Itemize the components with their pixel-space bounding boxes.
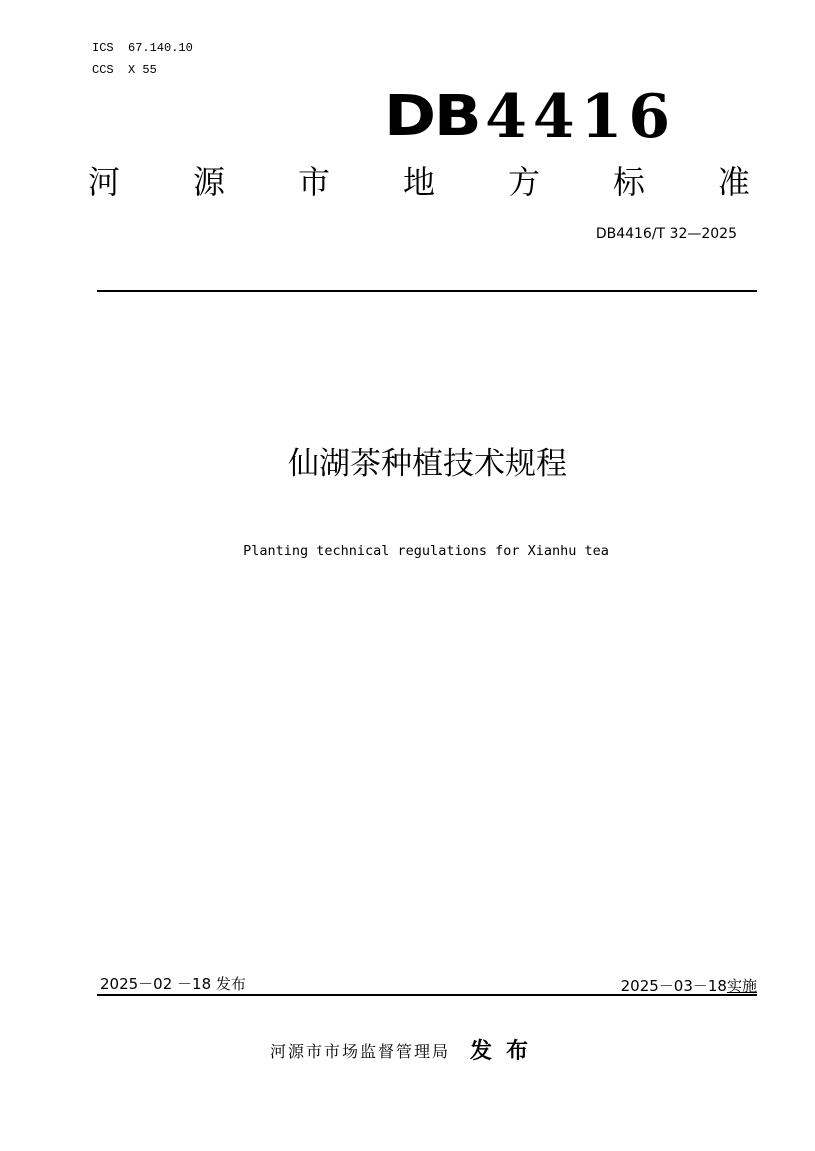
publish-word: 发布 — [470, 1039, 543, 1064]
implementation-word: 实施 — [726, 977, 757, 995]
issue-date: 2025－02 －18 发布 — [100, 975, 246, 993]
standard-type — [88, 160, 750, 204]
db-logo — [384, 82, 714, 152]
implementation-date-value: 2025－03－18 — [620, 977, 727, 995]
standard-type-char: 源 — [192, 163, 225, 201]
publisher-line — [270, 1038, 542, 1066]
standard-type-char: 市 — [297, 163, 330, 201]
top-divider — [97, 290, 757, 292]
standard-number: DB4416/T 32—2025 — [595, 226, 737, 242]
page-title: 仙湖茶种植技术规程 — [288, 446, 567, 482]
db-number: 4416 — [485, 82, 677, 152]
implementation-date — [621, 976, 757, 996]
standard-type-char: 准 — [717, 163, 750, 201]
standard-type-char: 地 — [402, 163, 435, 201]
bottom-divider — [97, 994, 757, 996]
page-subtitle-english: Planting technical regulations for Xianhu tea — [243, 543, 609, 559]
db-prefix: DB — [384, 84, 480, 149]
publisher-name: 河源市市场监督管理局 — [270, 1042, 451, 1061]
ccs-code: CCS X 55 — [92, 63, 157, 77]
standard-type-char: 标 — [612, 163, 645, 201]
ics-code: ICS 67.140.10 — [92, 41, 193, 55]
standard-type-char: 方 — [507, 163, 540, 201]
standard-type-char: 河 — [88, 163, 121, 201]
